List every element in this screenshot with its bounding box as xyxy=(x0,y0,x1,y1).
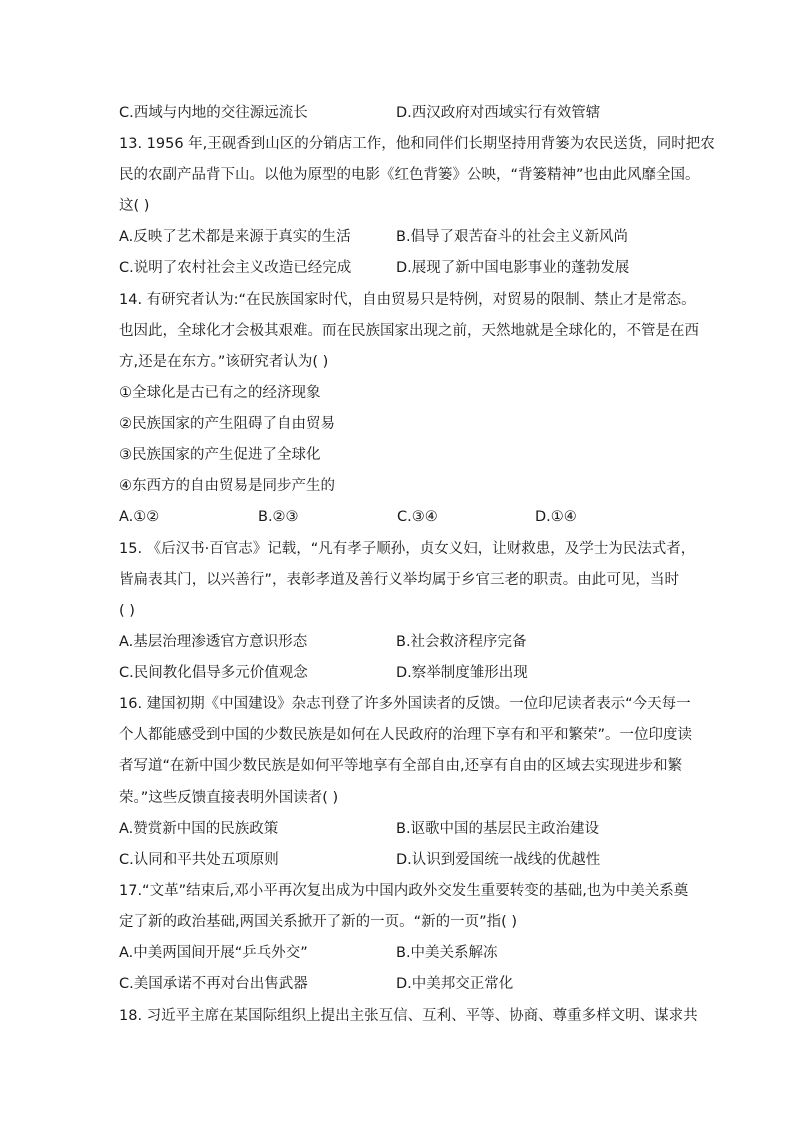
q15-option-d[interactable]: D.察举制度雏形出现 xyxy=(396,665,528,681)
q17-stem-line-1: 17.“文革”结束后,邓小平再次复出成为中国内政外交发生重要转变的基础,也为中美关系奠 xyxy=(119,883,689,899)
q16-options-cd xyxy=(119,850,679,870)
q16-option-a[interactable]: A.赞赏新中国的民族政策 xyxy=(119,821,279,837)
q16-option-b[interactable]: B.讴歌中国的基层民主政治建设 xyxy=(396,821,600,837)
q14-stem-line-1: 14. 有研究者认为:“在民族国家时代，自由贸易只是特例，对贸易的限制、禁止才是常态。 xyxy=(119,292,696,308)
q16-stem-line-4: 荣。”这些反馈直接表明外国读者( ) xyxy=(119,790,339,806)
q14-statement-3: ③民族国家的产生促进了全球化 xyxy=(119,447,321,463)
q12-option-d[interactable]: D.西汉政府对西域实行有效管辖 xyxy=(396,105,601,121)
q18-stem-line-1: 18. 习近平主席在某国际组织上提出主张互信、互利、平等、协商、尊重多样文明、谋求共 xyxy=(119,1008,698,1024)
q14-statement-4: ④东西方的自由贸易是同步产生的 xyxy=(119,478,335,494)
q15-stem-line-2: 皆扁表其门，以兴善行”，表彰孝道及善行义举均属于乡官三老的职责。由此可见，当时 xyxy=(119,572,679,588)
q13-stem-line-3: 这( ) xyxy=(119,198,150,214)
q14-stem-line-2: 也因此，全球化才会极其艰难。而在民族国家出现之前，天然地就是全球化的，不管是在西 xyxy=(119,323,699,339)
q13-options-ab xyxy=(119,227,679,247)
q17-option-d[interactable]: D.中美邦交正常化 xyxy=(396,976,514,992)
q17-option-b[interactable]: B.中美关系解冻 xyxy=(396,945,498,961)
q14-option-d[interactable]: D.①④ xyxy=(535,509,577,525)
q17-stem-line-2: 定了新的政治基础,两国关系掀开了新的一页。“新的一页”指( ) xyxy=(119,914,518,930)
q12-option-c[interactable]: C.西域与内地的交往源远流长 xyxy=(119,105,308,121)
q16-options-ab xyxy=(119,819,679,839)
q13-options-cd xyxy=(119,258,679,278)
q16-option-d[interactable]: D.认识到爱国统一战线的优越性 xyxy=(396,852,601,868)
q14-options xyxy=(119,507,679,527)
q15-option-c[interactable]: C.民间教化倡导多元价值观念 xyxy=(119,665,308,681)
q14-option-b[interactable]: B.②③ xyxy=(258,509,299,525)
q13-stem-line-1: 13. 1956 年,王砚香到山区的分销店工作，他和同伴们长期坚持用背篓为农民送货，同时把农 xyxy=(119,136,715,152)
q17-option-a[interactable]: A.中美两国间开展“乒乓外交” xyxy=(119,945,308,961)
q15-option-b[interactable]: B.社会救济程序完备 xyxy=(396,634,527,650)
q17-options-ab xyxy=(119,943,679,963)
q14-statement-1: ①全球化是古已有之的经济现象 xyxy=(119,385,321,401)
q12-options-cd xyxy=(119,103,679,123)
q14-stem-line-3: 方,还是在东方。”该研究者认为( ) xyxy=(119,354,329,370)
q16-stem-line-3: 者写道“在新中国少数民族是如何平等地享有全部自由,还享有自由的区域去实现进步和繁 xyxy=(119,758,683,774)
q14-option-a[interactable]: A.①② xyxy=(119,509,160,525)
q13-option-d[interactable]: D.展现了新中国电影事业的蓬勃发展 xyxy=(396,260,630,276)
q15-options-ab xyxy=(119,632,679,652)
q16-stem-line-2: 个人都能感受到中国的少数民族是如何在人民政府的治理下享有和平和繁荣”。一位印度读 xyxy=(119,727,693,743)
q15-option-a[interactable]: A.基层治理渗透官方意识形态 xyxy=(119,634,308,650)
q13-option-c[interactable]: C.说明了农村社会主义改造已经完成 xyxy=(119,260,352,276)
q16-option-c[interactable]: C.认同和平共处五项原则 xyxy=(119,852,279,868)
q13-option-a[interactable]: A.反映了艺术都是来源于真实的生活 xyxy=(119,229,351,245)
q16-stem-line-1: 16. 建国初期《中国建设》杂志刊登了许多外国读者的反馈。一位印尼读者表示“今天每一 xyxy=(119,696,691,712)
q14-option-c[interactable]: C.③④ xyxy=(397,509,438,525)
q14-statement-2: ②民族国家的产生阻碍了自由贸易 xyxy=(119,416,335,432)
q13-stem-line-2: 民的农副产品背下山。以他为原型的电影《红色背篓》公映，“背篓精神”也由此风靡全国。 xyxy=(119,167,700,183)
q13-option-b[interactable]: B.倡导了艰苦奋斗的社会主义新风尚 xyxy=(396,229,629,245)
q15-stem-line-3: ( ) xyxy=(119,603,135,619)
q17-options-cd xyxy=(119,974,679,994)
q15-options-cd xyxy=(119,663,679,683)
q15-stem-line-1: 15. 《后汉书·百官志》记载，“凡有孝子顺孙，贞女义妇，让财救患，及学士为民法式者， xyxy=(119,541,696,557)
q17-option-c[interactable]: C.美国承诺不再对台出售武器 xyxy=(119,976,308,992)
